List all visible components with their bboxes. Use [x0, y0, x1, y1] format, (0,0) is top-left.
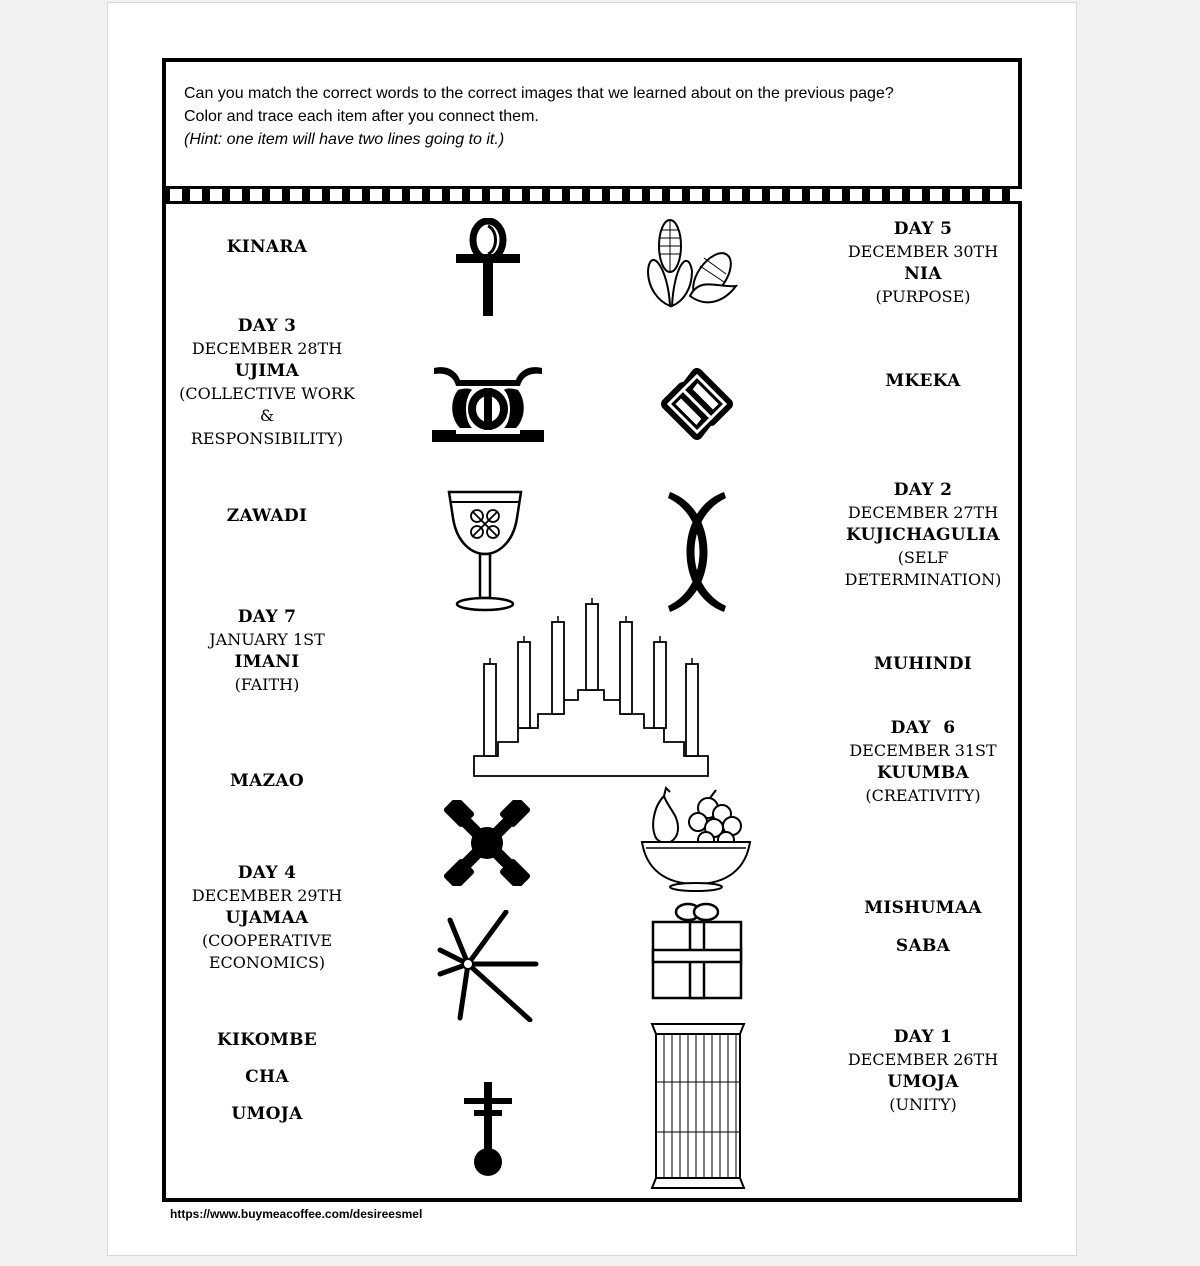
- ankh-symbol-icon: [452, 218, 524, 318]
- day4-date: DECEMBER 29TH: [191, 885, 343, 905]
- day7-name: IMANI: [234, 652, 300, 672]
- day3-date: DECEMBER 28TH: [191, 338, 343, 358]
- ujima-symbol-icon: [430, 362, 546, 446]
- day2-name: KUJICHAGULIA: [846, 525, 1000, 545]
- day4-meaning-2: ECONOMICS): [208, 953, 326, 972]
- gift-box-icon: [650, 900, 744, 1000]
- day6-meaning: (CREATIVITY): [865, 785, 981, 805]
- label-day6-kuumba: [822, 717, 1024, 807]
- day1-meaning: (UNITY): [889, 1094, 957, 1114]
- nia-symbol-icon: [444, 800, 530, 886]
- label-mkeka: MKEKA: [885, 371, 961, 391]
- day6-day: DAY 6: [890, 718, 956, 738]
- day1-day: DAY 1: [893, 1027, 953, 1047]
- footer-url[interactable]: https://www.buymeacoffee.com/desireesmel: [170, 1207, 423, 1221]
- day6-date: DECEMBER 31ST: [849, 740, 997, 760]
- umoja-knot-icon: [655, 362, 739, 446]
- day3-meaning-1: (COLLECTIVE WORK: [179, 383, 355, 403]
- day3-meaning-3: RESPONSIBILITY): [190, 428, 344, 448]
- label-kinara: KINARA: [226, 237, 308, 257]
- day4-day: DAY 4: [237, 863, 297, 883]
- day7-day: DAY 7: [237, 607, 297, 627]
- label-day7-imani: [170, 606, 364, 696]
- instruction-line-2: Color and trace each item after you connect them.: [184, 108, 539, 125]
- kikombe-line-1: KIKOMBE: [216, 1030, 318, 1050]
- label-day1-umoja: [822, 1026, 1024, 1116]
- mkeka-mat-icon: [650, 1022, 746, 1190]
- day2-date: DECEMBER 27TH: [847, 502, 999, 522]
- day2-meaning-2: DETERMINATION): [844, 570, 1002, 589]
- label-zawadi: ZAWADI: [226, 506, 308, 526]
- day3-name: UJIMA: [234, 361, 300, 381]
- label-kikombe-cha-umoja: [170, 1022, 364, 1133]
- day5-name: NIA: [904, 264, 942, 284]
- day2-day: DAY 2: [893, 480, 953, 500]
- label-muhindi: MUHINDI: [874, 654, 972, 674]
- mishumaa-line-2: SABA: [895, 936, 951, 956]
- kikombe-line-2: CHA: [245, 1067, 289, 1087]
- instruction-line-1: Can you match the correct words to the correct images that we learned about on the previous page?: [184, 85, 894, 102]
- imani-symbol-icon: [460, 1080, 516, 1178]
- day4-name: UJAMAA: [225, 908, 309, 928]
- instructions: [184, 82, 1004, 151]
- kikombe-line-3: UMOJA: [231, 1104, 303, 1124]
- label-day5-nia: [822, 218, 1024, 308]
- label-mazao: MAZAO: [230, 771, 304, 791]
- fruit-bowl-icon: [638, 786, 754, 892]
- kinara-candles-icon: [472, 596, 710, 780]
- mishumaa-line-1: MISHUMAA: [864, 898, 982, 918]
- ujamaa-symbol-icon: [436, 910, 542, 1022]
- label-day3-ujima: [170, 315, 364, 450]
- day3-day: DAY 3: [237, 316, 297, 336]
- day5-day: DAY 5: [893, 219, 953, 239]
- label-day4-ujamaa: [170, 862, 364, 975]
- day7-meaning: (FAITH): [234, 674, 300, 694]
- corn-icon: [640, 216, 740, 312]
- day6-name: KUUMBA: [877, 763, 969, 783]
- day5-date: DECEMBER 30TH: [847, 241, 999, 261]
- day2-meaning-1: (SELF: [897, 547, 949, 567]
- day1-name: UMOJA: [887, 1072, 959, 1092]
- label-mishumaa-saba: [822, 889, 1024, 965]
- day3-meaning-2: &: [259, 406, 275, 425]
- label-day2-kujichagulia: [822, 479, 1024, 592]
- instruction-hint: (Hint: one item will have two lines going to it.): [184, 131, 505, 148]
- checkered-divider: [162, 186, 1022, 204]
- day7-date: JANUARY 1ST: [209, 629, 325, 649]
- day4-meaning-1: (COOPERATIVE: [201, 930, 333, 950]
- day5-meaning: (PURPOSE): [875, 286, 971, 306]
- day1-date: DECEMBER 26TH: [847, 1049, 999, 1069]
